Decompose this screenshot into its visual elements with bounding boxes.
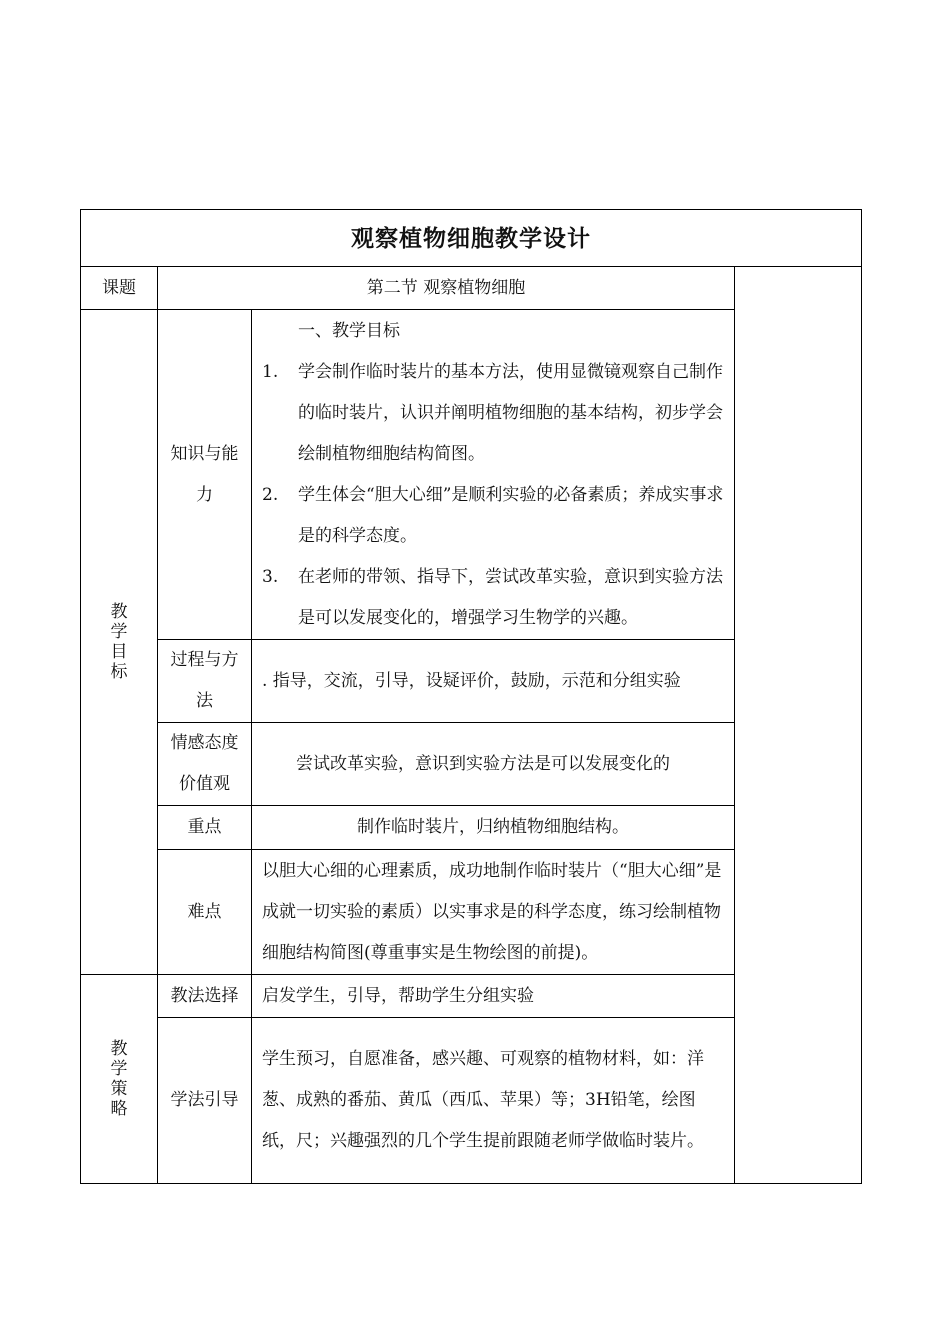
objectives-heading: 一、教学目标 (298, 320, 400, 341)
emotion-content: 尝试改革实验，意识到实验方法是可以发展变化的 (252, 723, 735, 806)
teaching-method-content: 启发学生，引导，帮助学生分组实验 (252, 975, 735, 1018)
teaching-method-label: 教法选择 (158, 975, 252, 1018)
learning-guide-content: 学生预习，自愿准备，感兴趣、可观察的植物材料，如：洋葱、成熟的番茄、黄瓜（西瓜、苹果）等；3H铅笔，绘图纸，尺；兴趣强烈的几个学生提前跟随老师学做临时装片。 (252, 1018, 735, 1184)
objectives-list (262, 352, 728, 639)
process-content: . 指导，交流，引导，设疑评价，鼓励，示范和分组实验 (252, 640, 735, 723)
difficulty-label: 难点 (158, 850, 252, 975)
lesson-plan-table (80, 209, 862, 1184)
document-title: 观察植物细胞教学设计 (81, 210, 862, 267)
list-item: 3. 在老师的带领、指导下，尝试改革实验，意识到实验方法是可以发展变化的，增强学习生物学的兴趣。 (262, 566, 723, 628)
key-point-label: 重点 (158, 806, 252, 850)
topic-value: 第二节 观察植物细胞 (158, 267, 735, 310)
difficulty-content: 以胆大心细的心理素质，成功地制作临时装片（“胆大心细”是成就一切实验的素质）以实事求是的科学态度，练习绘制植物细胞结构简图(尊重事实是生物绘图的前提)。 (252, 850, 735, 975)
strategy-label: 教 学 策 略 (81, 975, 158, 1184)
goals-label: 教 学 目 标 (81, 310, 158, 975)
knowledge-label: 知识与能力 (158, 310, 252, 640)
list-item: 2. 学生体会“胆大心细”是顺利实验的必备素质；养成实事求是的科学态度。 (262, 484, 724, 546)
topic-label: 课题 (81, 267, 158, 310)
key-point-content: 制作临时装片，归纳植物细胞结构。 (252, 806, 735, 850)
process-label: 过程与方法 (158, 640, 252, 723)
learning-guide-label: 学法引导 (158, 1018, 252, 1184)
list-item: 1. 学会制作临时装片的基本方法，使用显微镜观察自己制作的临时装片，认识并阐明植物细胞的基本结构，初步学会绘制植物细胞结构简图。 (262, 361, 723, 464)
knowledge-content (252, 310, 735, 640)
right-blank-column (735, 267, 862, 1184)
emotion-label: 情感态度价值观 (158, 723, 252, 806)
